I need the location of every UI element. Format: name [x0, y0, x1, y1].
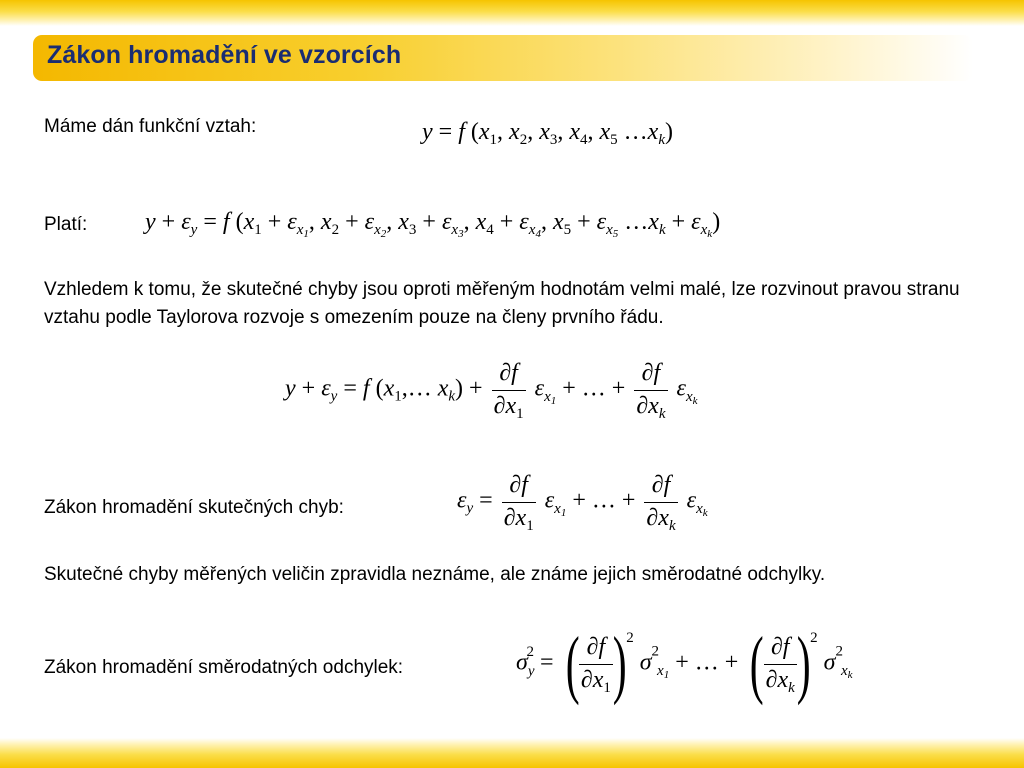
- bottom-decorative-band: [0, 738, 1024, 768]
- equation-perturbed: $y + \varepsilon_y = f$ ($x_1 + \varepsilon_{x_1}$, $x_2 + \varepsilon_{x_2}$, $x_3 + \varepsilon_{x_3}$, $x_4 + \varepsilon_{x_4}$, $x_5 + \varepsilon_{x_5}$ $\dots x_k + \varepsilon_{x_k}$): [145, 209, 721, 240]
- equation-taylor: $y + \varepsilon_y = f$ ($x_1,\dots$ $x_k$) + $\frac{\partial f}{\partial x_1}$ $\varepsilon_{x_1}$ + … + $\frac{\partial f}{\partial x_k}$ $\varepsilon_{x_k}$: [285, 360, 698, 422]
- law-std-label: Zákon hromadění směrodatných odchylek:: [44, 657, 404, 678]
- equation-function: y = f ($x_1$, $x_2$, $x_3$, $x_4$, $x_5$ $\dots x_k$): [422, 119, 673, 148]
- equation-error-propagation: $\varepsilon_y$ = $\frac{\partial f}{\partial x_1}$ $\varepsilon_{x_1}$ + … + $\frac{\partial f}{\partial x_k}$ $\varepsilon_{x_k}$: [457, 472, 708, 534]
- law-errors-label: Zákon hromadění skutečných chyb:: [44, 497, 344, 518]
- intro-label: Máme dán funkční vztah:: [44, 116, 257, 137]
- plati-label: Platí:: [44, 214, 88, 235]
- top-decorative-band: [0, 0, 1024, 26]
- equation-std-propagation: $\sigma_y^2$ = ( $\frac{\partial f}{\partial x_1}$ )$^2$ $\sigma^2_{x_1}$ + … + ( $\frac{\partial f}{\partial x_k}$ )$^2$ $\sigma^2_{x_k}$: [516, 622, 853, 706]
- page-title: Zákon hromadění ve vzorcích: [47, 41, 402, 69]
- taylor-paragraph: Vzhledem k tomu, že skutečné chyby jsou oproti měřeným hodnotám velmi malé, lze rozvinout pravou stranu vztahu podle Taylorova rozvoje s omezením pouze na členy prvního řádu.: [44, 279, 960, 328]
- unknown-errors-text: Skutečné chyby měřených veličin zpravidla neznáme, ale známe jejich směrodatné odchylky.: [44, 564, 826, 585]
